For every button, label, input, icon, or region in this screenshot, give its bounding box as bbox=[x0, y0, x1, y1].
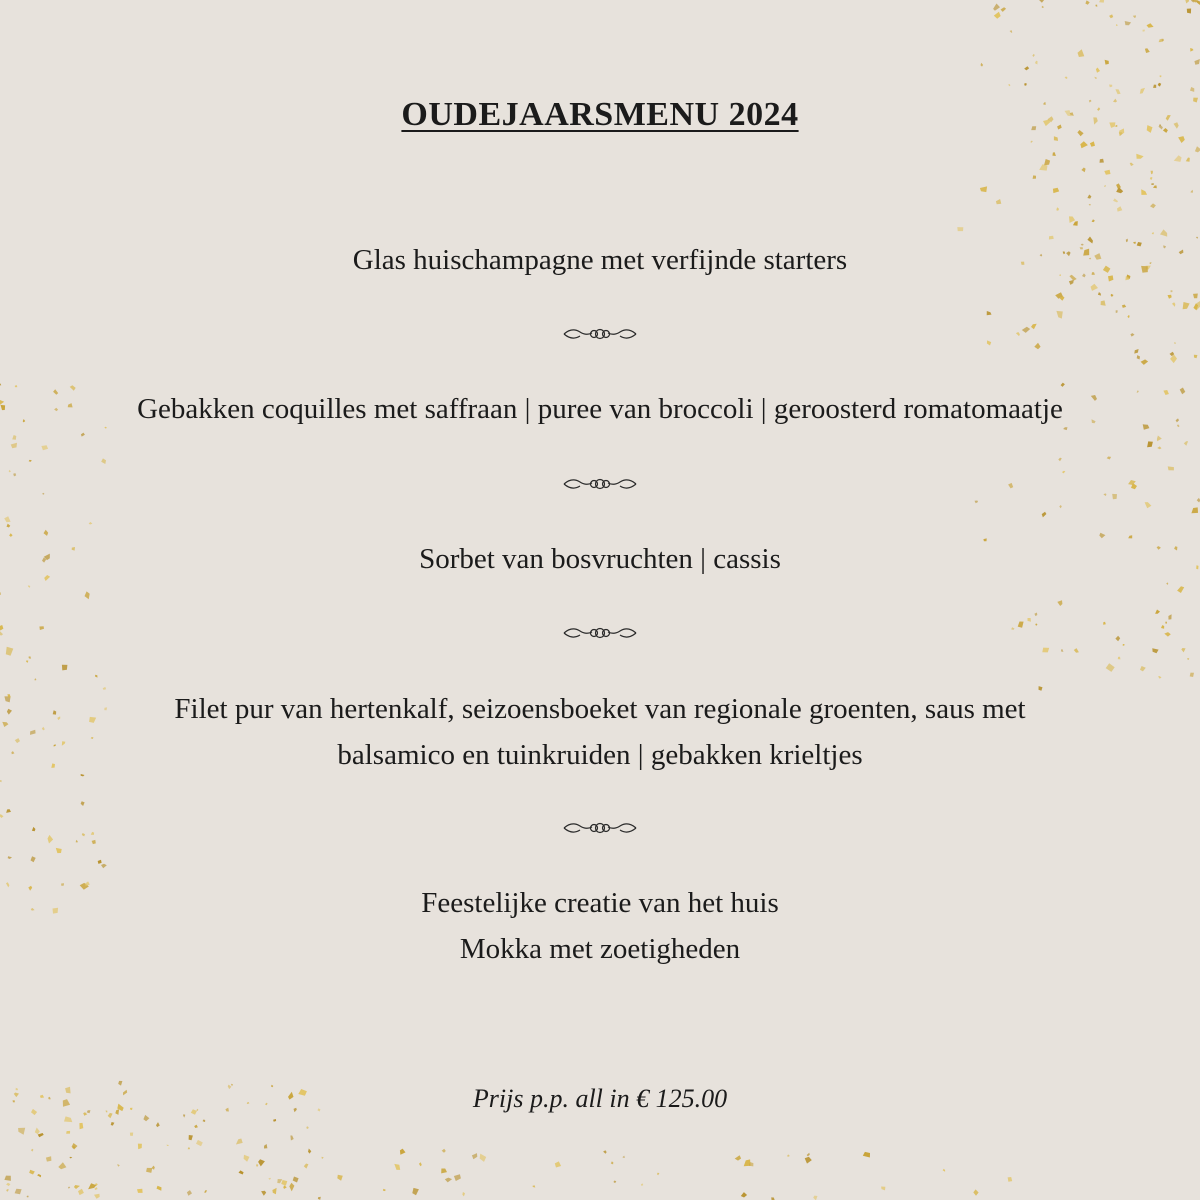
course-3: Sorbet van bosvruchten | cassis bbox=[419, 543, 781, 575]
course-1: Glas huischampagne met verfijnde starters bbox=[352, 244, 848, 276]
ornament-divider-icon bbox=[560, 324, 640, 344]
course-4-line-1: Filet pur van hertenkalf, seizoensboeket van regionale groenten, saus met bbox=[174, 693, 1026, 725]
course-5-line-2: Mokka met zoetigheden bbox=[459, 933, 741, 965]
menu-title: OUDEJAARSMENU 2024 bbox=[401, 96, 799, 133]
course-5-line-1: Feestelijke creatie van het huis bbox=[421, 887, 779, 919]
ornament-divider-icon bbox=[560, 623, 640, 643]
course-4-line-2: balsamico en tuinkruiden | gebakken krieltjes bbox=[337, 739, 863, 771]
ornament-divider-icon bbox=[560, 818, 640, 838]
price-text: Prijs p.p. all in € 125.00 bbox=[472, 1084, 728, 1113]
ornament-divider-icon bbox=[560, 474, 640, 494]
course-2: Gebakken coquilles met saffraan | puree van broccoli | geroosterd romatomaatje bbox=[137, 393, 1063, 425]
